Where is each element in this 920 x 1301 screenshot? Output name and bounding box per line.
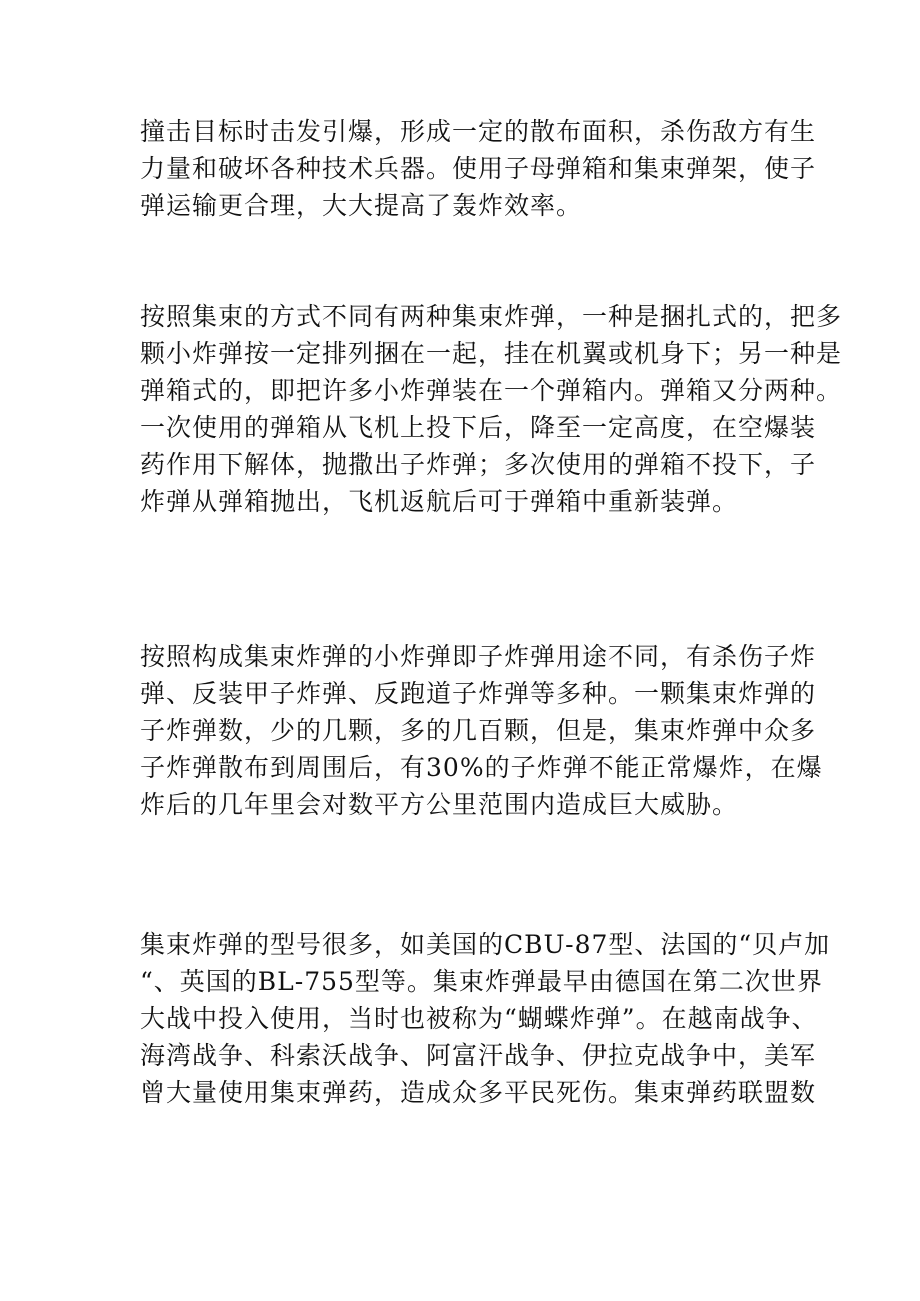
text-line: 大战中投入使用，当时也被称为“蝴蝶炸弹”。在越南战争、 bbox=[140, 1004, 818, 1033]
text-line: 炸后的几年里会对数平方公里范围内造成巨大威胁。 bbox=[140, 790, 739, 819]
text-line: 弹箱式的，即把许多小炸弹装在一个弹箱内。弹箱又分两种。 bbox=[140, 376, 843, 405]
paragraph-1 bbox=[140, 113, 817, 224]
paragraph-4 bbox=[140, 926, 831, 1111]
text-line: 炸弹从弹箱抛出，飞机返航后可于弹箱中重新装弹。 bbox=[140, 487, 739, 516]
text-line: 一次使用的弹箱从飞机上投下后，降至一定高度，在空爆装 bbox=[140, 413, 817, 442]
text-line: 海湾战争、科索沃战争、阿富汗战争、伊拉克战争中，美军 bbox=[140, 1041, 817, 1070]
text-line: 曾大量使用集束弹药，造成众多平民死伤。集束弹药联盟数 bbox=[140, 1078, 817, 1107]
text-line: 子炸弹散布到周围后，有30%的子炸弹不能正常爆炸，在爆 bbox=[140, 753, 823, 782]
text-line: 子炸弹数，少的几颗，多的几百颗，但是，集束炸弹中众多 bbox=[140, 716, 817, 745]
text-line: 力量和破坏各种技术兵器。使用子母弹箱和集束弹架，使子 bbox=[140, 154, 817, 183]
text-line: 弹运输更合理，大大提高了轰炸效率。 bbox=[140, 191, 583, 220]
text-line: 撞击目标时击发引爆，形成一定的散布面积，杀伤敌方有生 bbox=[140, 117, 817, 146]
text-line: 药作用下解体，抛撒出子炸弹；多次使用的弹箱不投下，子 bbox=[140, 450, 817, 479]
paragraph-2 bbox=[140, 298, 843, 520]
text-line: 弹、反装甲子炸弹、反跑道子炸弹等多种。一颗集束炸弹的 bbox=[140, 679, 817, 708]
paragraph-3 bbox=[140, 638, 823, 823]
text-line: 按照集束的方式不同有两种集束炸弹，一种是捆扎式的，把多 bbox=[140, 302, 843, 331]
text-line: “、英国的BL-755型等。集束炸弹最早由德国在第二次世界 bbox=[140, 967, 823, 996]
text-line: 按照构成集束炸弹的小炸弹即子炸弹用途不同，有杀伤子炸 bbox=[140, 642, 817, 671]
text-line: 集束炸弹的型号很多，如美国的CBU-87型、法国的“贝卢加 bbox=[140, 930, 831, 959]
text-line: 颗小炸弹按一定排列捆在一起，挂在机翼或机身下；另一种是 bbox=[140, 339, 843, 368]
